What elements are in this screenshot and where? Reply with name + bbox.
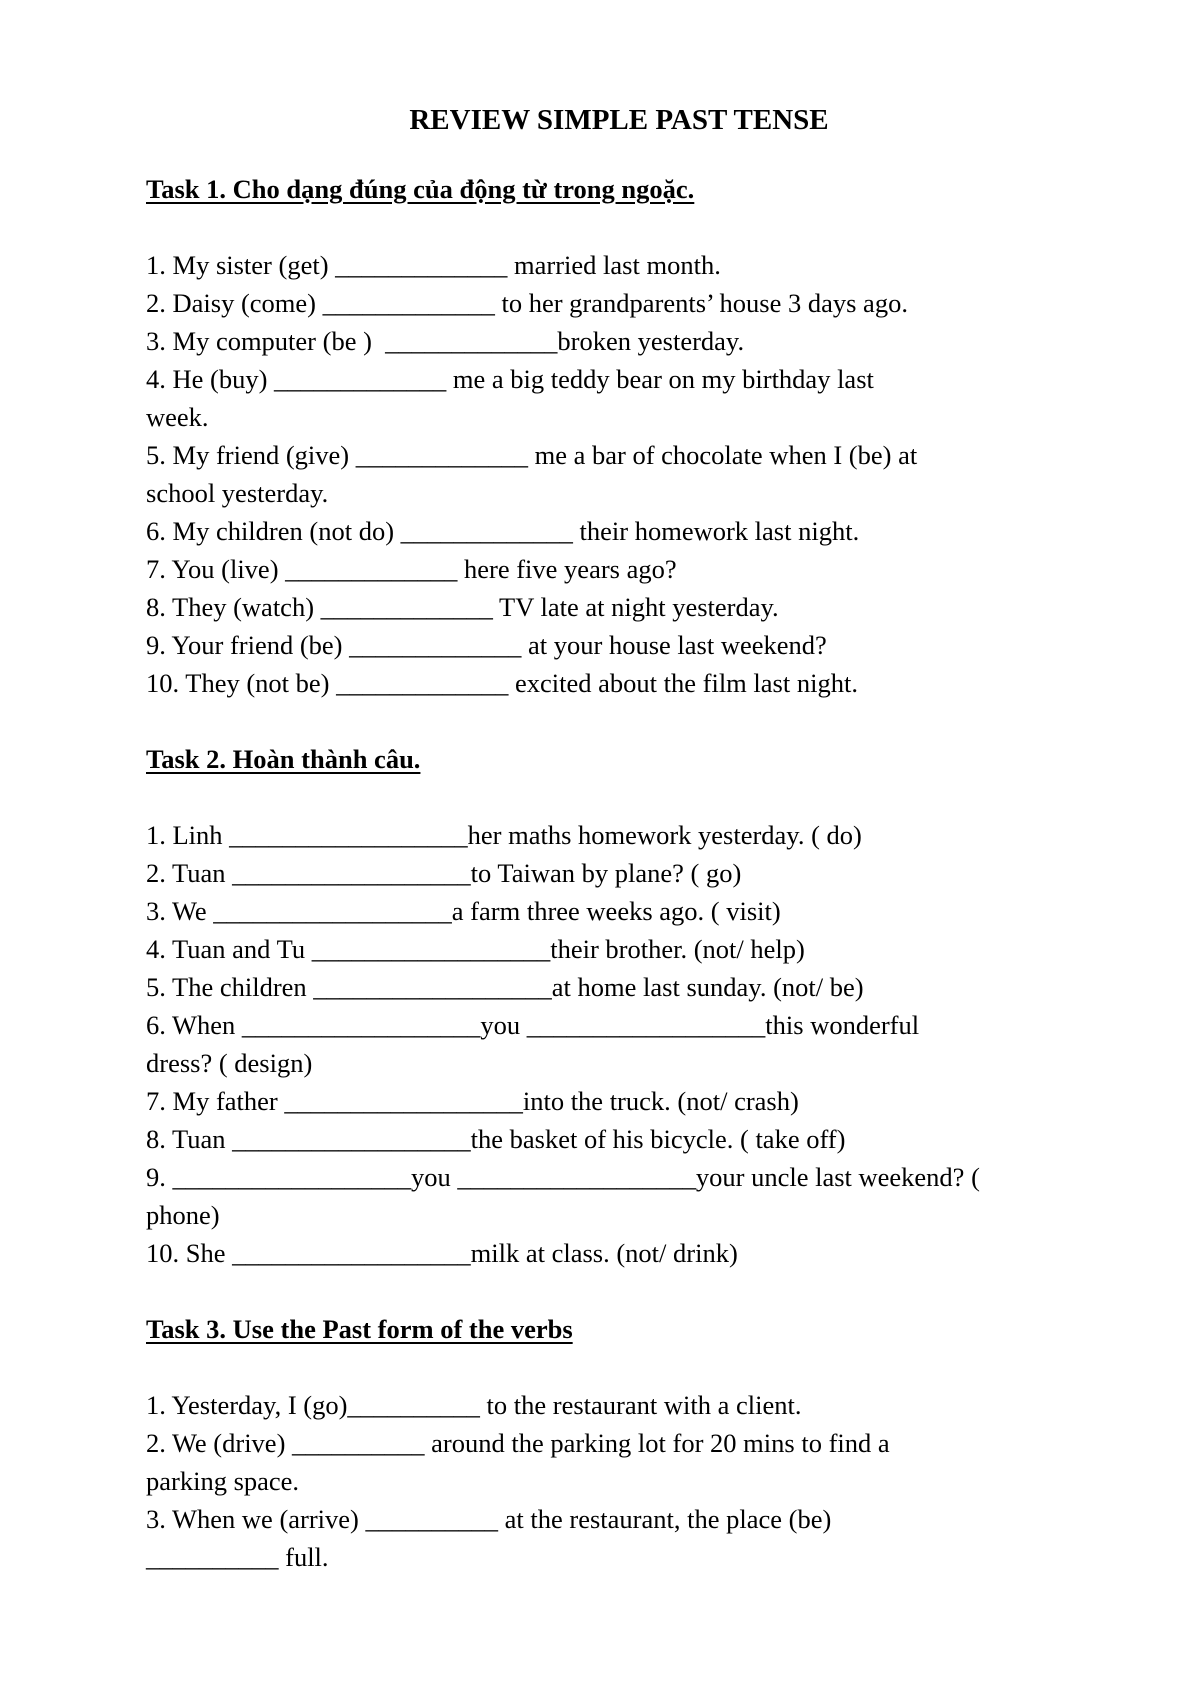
task-1-line: 7. You (live) _____________ here five years ago?	[146, 554, 677, 584]
task-1-line: school yesterday.	[146, 478, 329, 508]
task-2-line: 10. She __________________milk at class. (not/ drink)	[146, 1238, 738, 1268]
task-2-line: 6. When __________________you __________________this wonderful	[146, 1010, 920, 1040]
task-2-line: 4. Tuan and Tu __________________their brother. (not/ help)	[146, 934, 805, 964]
task-3-heading: Task 3. Use the Past form of the verbs	[146, 1314, 573, 1344]
task-2-line: 2. Tuan __________________to Taiwan by plane? ( go)	[146, 858, 742, 888]
spacer	[146, 145, 1076, 170]
task-2-line: 5. The children __________________at home last sunday. (not/ be)	[146, 972, 864, 1002]
task-1-line: 4. He (buy) _____________ me a big teddy bear on my birthday last	[146, 364, 874, 394]
task-1-line: 1. My sister (get) _____________ married last month.	[146, 250, 721, 280]
task-3-line: parking space.	[146, 1466, 300, 1496]
task-2-section	[146, 740, 1076, 1272]
spacer	[146, 1348, 1076, 1386]
task-1-line: 2. Daisy (come) _____________ to her grandparents’ house 3 days ago.	[146, 288, 908, 318]
task-1-line: 9. Your friend (be) _____________ at your house last weekend?	[146, 630, 827, 660]
task-1-line: week.	[146, 402, 209, 432]
spacer	[146, 208, 1076, 246]
task-2-line: 3. We __________________a farm three weeks ago. ( visit)	[146, 896, 781, 926]
task-2-line: 7. My father __________________into the truck. (not/ crash)	[146, 1086, 799, 1116]
task-3-line: 2. We (drive) __________ around the parking lot for 20 mins to find a	[146, 1428, 890, 1458]
spacer	[146, 1272, 1076, 1310]
spacer	[146, 778, 1076, 816]
task-1-line: 8. They (watch) _____________ TV late at night yesterday.	[146, 592, 779, 622]
task-2-line: 1. Linh __________________her maths homework yesterday. ( do)	[146, 820, 862, 850]
task-2-line: phone)	[146, 1200, 220, 1230]
task-2-line: dress? ( design)	[146, 1048, 313, 1078]
task-2-line: 9. __________________you __________________your uncle last weekend? (	[146, 1162, 980, 1192]
task-1-line: 5. My friend (give) _____________ me a bar of chocolate when I (be) at	[146, 440, 918, 470]
worksheet-page	[146, 95, 1076, 1576]
task-2-line: 8. Tuan __________________the basket of his bicycle. ( take off)	[146, 1124, 846, 1154]
task-3-line: 3. When we (arrive) __________ at the restaurant, the place (be)	[146, 1504, 832, 1534]
task-1-section	[146, 170, 1076, 702]
task-1-line: 10. They (not be) _____________ excited about the film last night.	[146, 668, 858, 698]
task-1-line: 3. My computer (be ) _____________broken yesterday.	[146, 326, 745, 356]
task-1-line: 6. My children (not do) _____________ their homework last night.	[146, 516, 860, 546]
task-3-section	[146, 1310, 1076, 1576]
spacer	[146, 702, 1076, 740]
task-1-heading: Task 1. Cho dạng đúng của động từ trong ngoặc.	[146, 174, 695, 204]
worksheet-title: REVIEW SIMPLE PAST TENSE	[409, 104, 829, 136]
task-2-heading: Task 2. Hoàn thành câu.	[146, 744, 421, 774]
task-3-line: __________ full.	[146, 1542, 329, 1572]
task-3-line: 1. Yesterday, I (go)__________ to the restaurant with a client.	[146, 1390, 802, 1420]
